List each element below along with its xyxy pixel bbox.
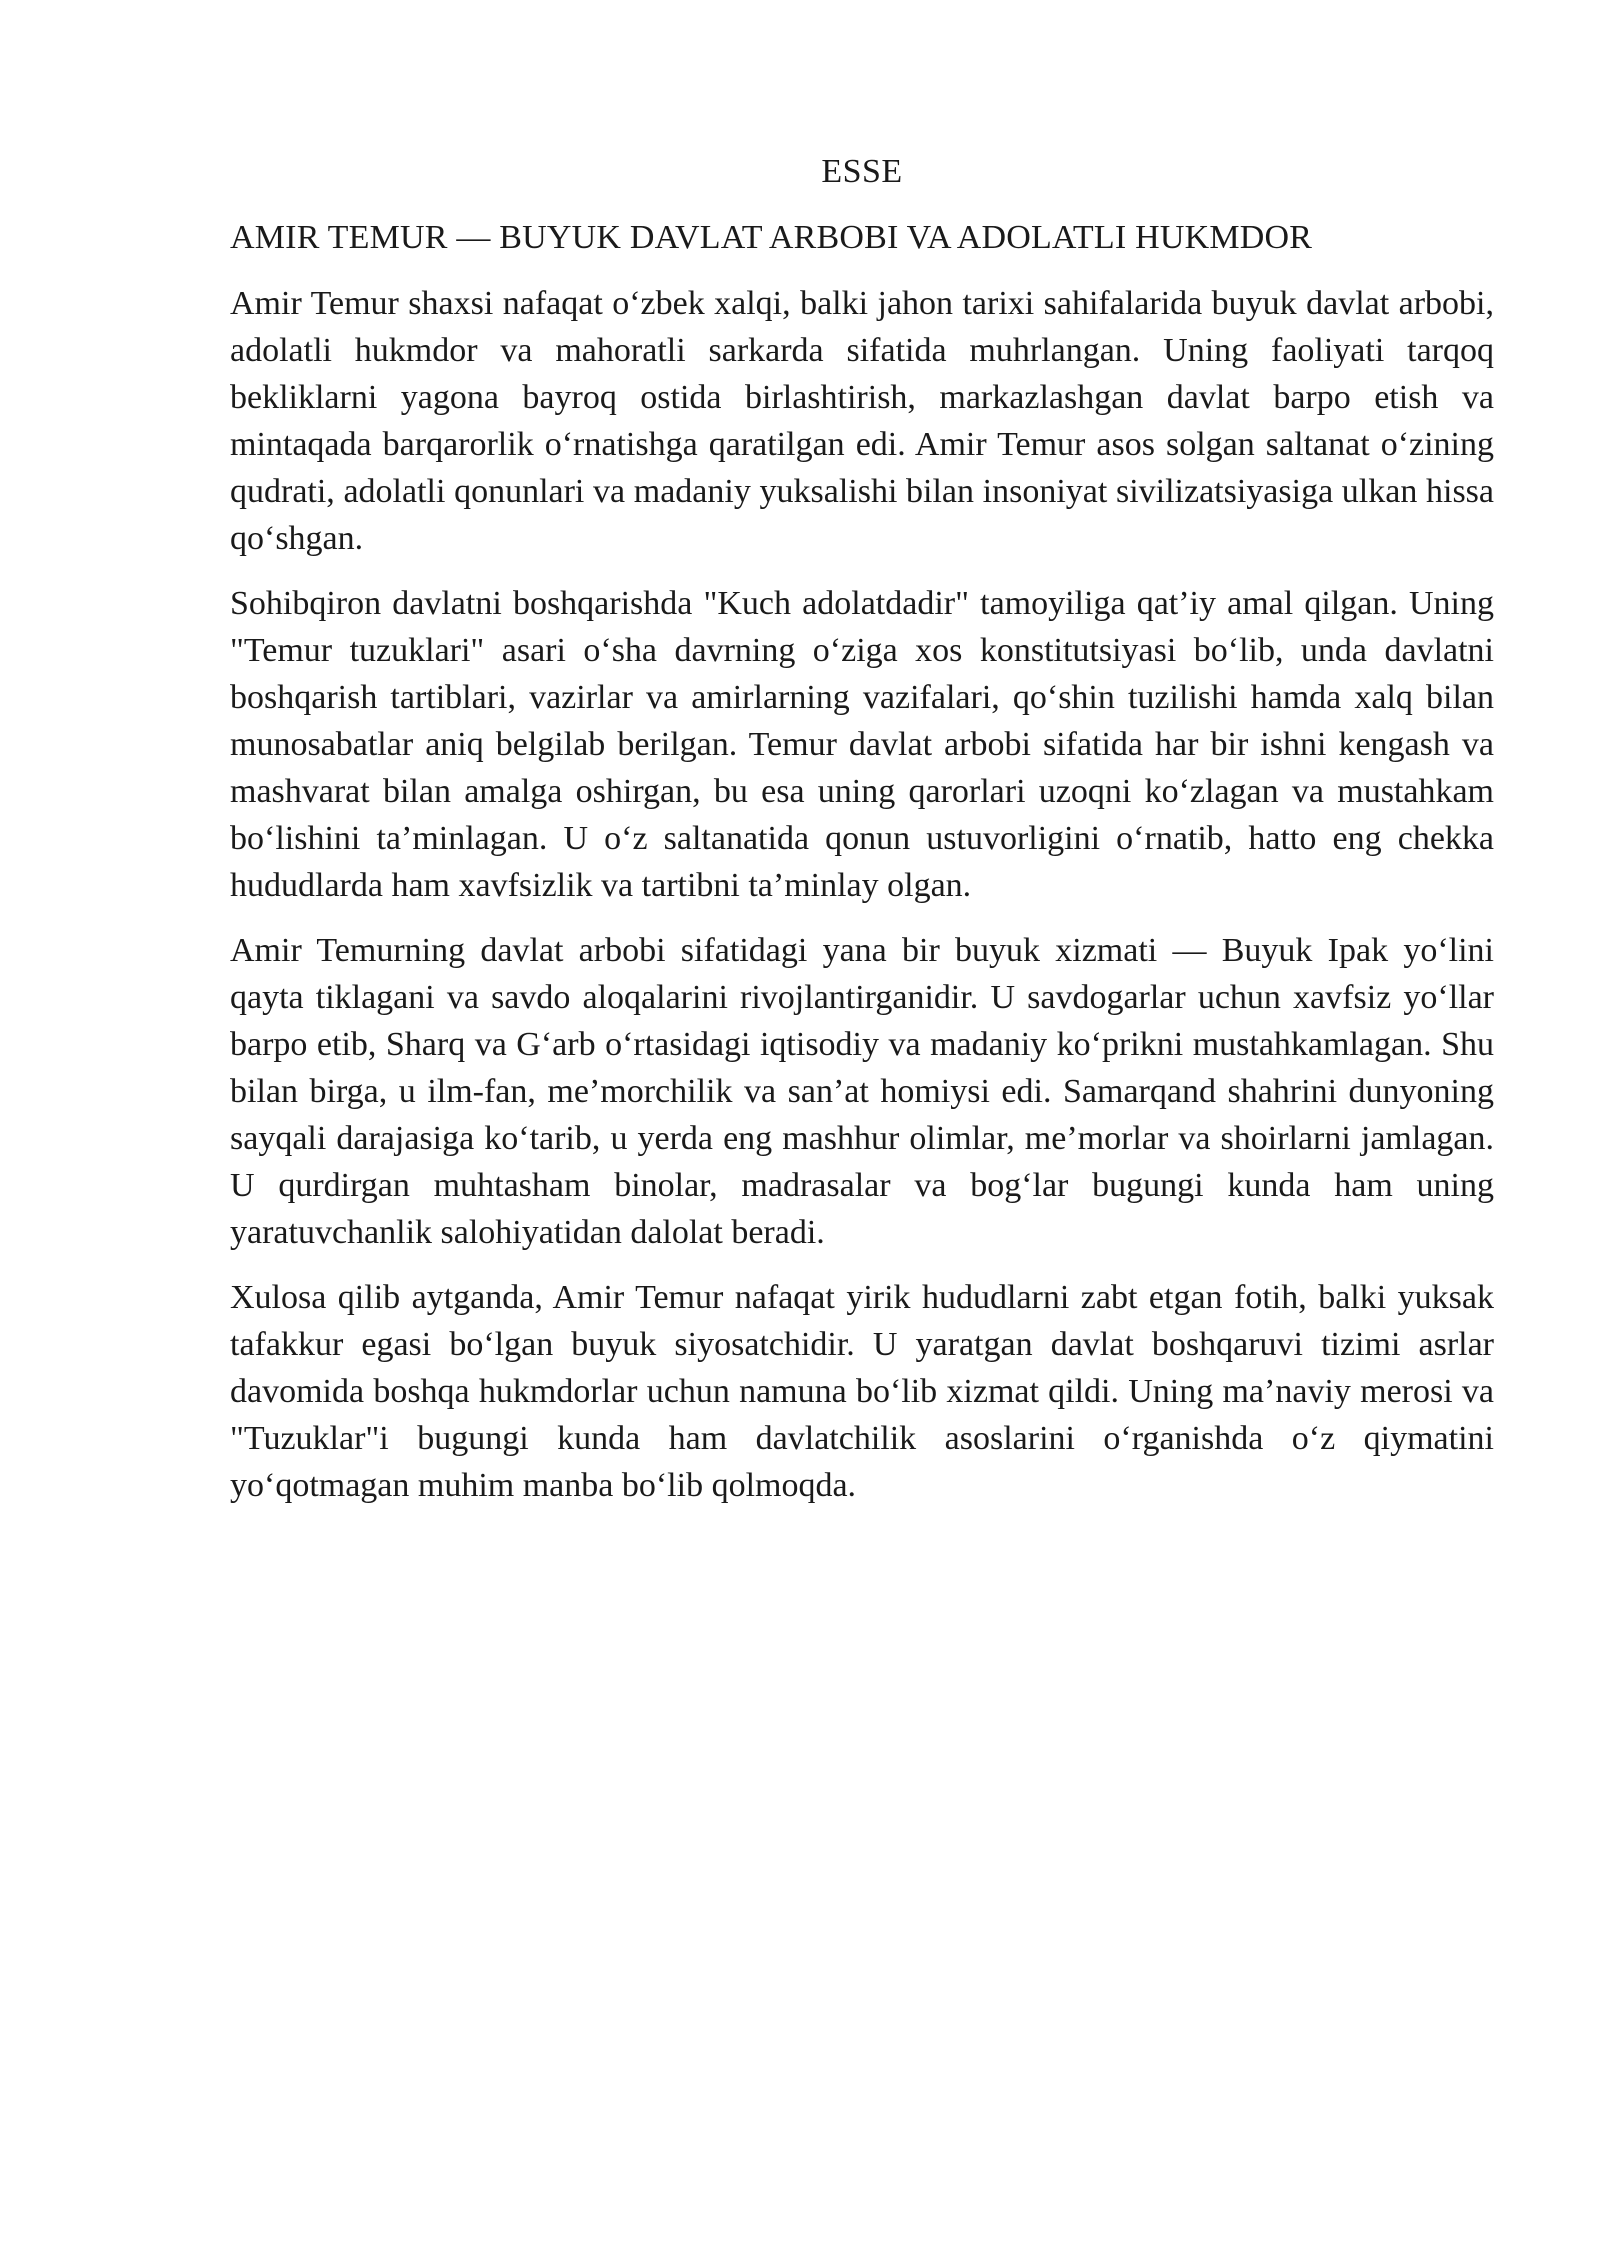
document-body (230, 150, 1494, 1527)
essay-title: AMIR TEMUR — BUYUK DAVLAT ARBOBI VA ADOLATLI HUKMDOR (230, 219, 1313, 256)
document-type-label: ESSE (821, 153, 903, 190)
paragraph-3: Amir Temurning davlat arbobi sifatidagi yana bir buyuk xizmati — Buyuk Ipak yo‘lini qayta tiklagani va savdo aloqalarini rivojlantirganidir. U savdogarlar uchun xavfsiz yo‘llar barpo etib, Sharq va G‘arb o‘rtasidagi iqtisodiy va madaniy ko‘prikni mustahkamlagan. Shu bilan birga, u ilm-fan, me’morchilik va san’at homiysi edi. Samarqand shahrini dunyoning sayqali darajasiga ko‘tarib, u yerda eng mashhur olimlar, me’morlar va shoirlarni jamlagan. U qurdirgan muhtasham binolar, madrasalar va bog‘lar bugungi kunda ham uning yaratuvchanlik salohiyatidan dalolat beradi. (230, 932, 1494, 1251)
paragraph-2: Sohibqiron davlatni boshqarishda "Kuch adolatdadir" tamoyiliga qat’iy amal qilgan. Uning "Temur tuzuklari" asari o‘sha davrning o‘ziga xos konstitutsiyasi bo‘lib, unda davlatni boshqarish tartiblari, vazirlar va amirlarning vazifalari, qo‘shin tuzilishi hamda xalq bilan munosabatlar aniq belgilab berilgan. Temur davlat arbobi sifatida har bir ishni kengash va mashvarat bilan amalga oshirgan, bu esa uning qarorlari uzoqni ko‘zlagan va mustahkam bo‘lishini ta’minlagan. U o‘z saltanatida qonun ustuvorligini o‘rnatib, hatto eng chekka hududlarda ham xavfsizlik va tartibni ta’minlay olgan. (230, 585, 1494, 904)
paragraph-4: Xulosa qilib aytganda, Amir Temur nafaqat yirik hududlarni zabt etgan fotih, balki yuksak tafakkur egasi bo‘lgan buyuk siyosatchidir. U yaratgan davlat boshqaruvi tizimi asrlar davomida boshqa hukmdorlar uchun namuna bo‘lib xizmat qildi. Uning ma’naviy merosi va "Tuzuklar"i bugungi kunda ham davlatchilik asoslarini o‘rganishda o‘z qiymatini yo‘qotmagan muhim manba bo‘lib qolmoqda. (230, 1279, 1494, 1504)
paragraph-1: Amir Temur shaxsi nafaqat o‘zbek xalqi, balki jahon tarixi sahifalarida buyuk davlat arbobi, adolatli hukmdor va mahoratli sarkarda sifatida muhrlangan. Uning faoliyati tarqoq bekliklarni yagona bayroq ostida birlashtirish, markazlashgan davlat barpo etish va mintaqada barqarorlik o‘rnatishga qaratilgan edi. Amir Temur asos solgan saltanat o‘zining qudrati, adolatli qonunlari va madaniy yuksalishi bilan insoniyat sivilizatsiyasiga ulkan hissa qo‘shgan. (230, 285, 1494, 557)
